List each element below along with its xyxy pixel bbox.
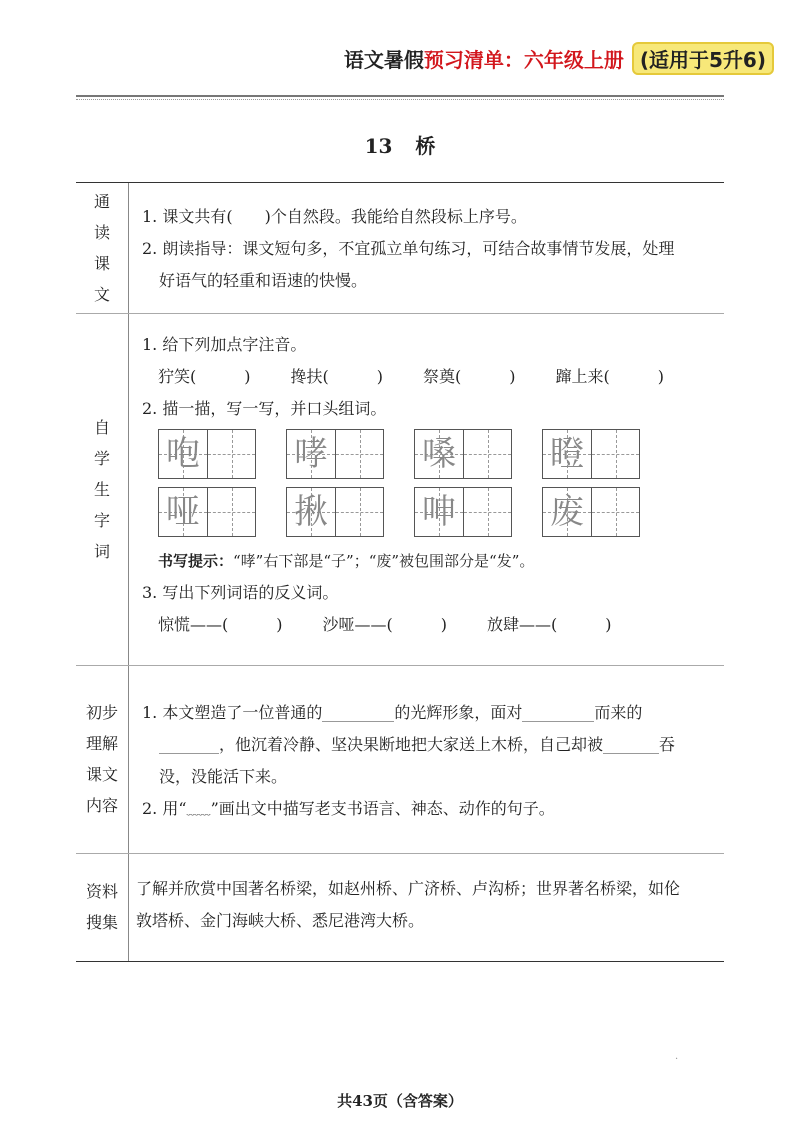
label-char: 课文 [85,765,118,784]
label-char: 文 [93,285,110,304]
label-char: 词 [93,541,110,561]
writing-tip-text: “哮”右下部是“子”；“废”被包围部分是“发”。 [233,552,535,570]
read-item-2-cont: 好语气的轻重和语速的快慢。 [159,271,368,290]
label-char: 理解 [85,734,118,753]
trace-question: 2. 描一描，写一写，并口头组词。 [142,399,387,418]
char-practice-cell[interactable] [286,429,384,479]
read-item-2: 2. 朗读指导：课文短句多，不宜孤立单句练习，可结合故事情节发展，处理 [142,239,675,258]
char-grid-row-1 [142,429,714,479]
trace-char: 呻 [422,492,456,532]
label-char: 读 [93,223,110,242]
row-label-words [76,313,128,665]
pinyin-question: 1. 给下列加点字注音。 [142,335,307,354]
answer-blank[interactable] [322,705,394,722]
antonym-question: 3. 写出下列词语的反义词。 [142,583,339,602]
page-mark: · [675,1054,679,1065]
char-practice-cell[interactable] [414,429,512,479]
char-practice-cell[interactable] [542,429,640,479]
header-title [344,42,774,75]
lesson-name: 桥 [415,134,436,158]
wavy-line-mark: ﹏﹏ [186,803,211,817]
label-char: 课 [93,254,110,273]
trace-char: 哑 [166,492,200,532]
header-title-part2: 预习清单：六年级上册 [423,48,624,72]
label-char: 学 [93,448,110,468]
row-read-text [76,183,724,314]
grade-badge: (适用于5升6) [632,42,774,75]
char-grid-row-2 [142,487,714,537]
understand-text: ”画出文中描写老支书语言、神态、动作的句子。 [210,799,555,818]
understand-item-1-cont [142,729,714,761]
understand-text: ，他沉着冷静、坚决果断地把大家送上木桥，自己却被 [219,735,604,754]
row-content-understand [142,697,714,826]
label-char: 搜集 [85,913,118,932]
row-label-understand [76,665,128,853]
label-char: 通 [93,192,110,211]
char-practice-cell[interactable] [158,429,256,479]
header-divider [76,95,724,97]
understand-text: 2. 用“ [142,799,187,818]
row-self-study [76,313,724,666]
row-content-research [136,873,714,937]
label-char: 自 [93,417,110,437]
writing-tip [142,545,714,577]
label-char: 资料 [85,882,118,901]
antonym-items [142,609,714,641]
char-practice-cell[interactable] [414,487,512,537]
row-research [76,853,724,961]
lesson-number: 13 [364,134,393,158]
trace-char: 哮 [294,434,328,474]
antonym-item[interactable]: 惊慌——( ) [158,615,283,634]
trace-char: 瞪 [550,434,584,474]
char-practice-cell[interactable] [542,487,640,537]
char-practice-cell[interactable] [286,487,384,537]
answer-blank[interactable] [522,705,594,722]
char-practice-cell[interactable] [158,487,256,537]
understand-item-2 [142,793,714,826]
label-char: 初步 [85,703,118,722]
trace-char: 废 [550,492,584,532]
row-label-read [76,183,128,313]
understand-item-1-end: 没，没能活下来。 [159,767,288,786]
label-char: 内容 [85,796,118,815]
answer-blank[interactable] [603,737,659,754]
research-text-2: 敦塔桥、金门海峡大桥、悉尼港湾大桥。 [136,911,425,930]
understand-text: 吞 [659,735,676,754]
trace-char: 咆 [166,434,200,474]
page-footer: 共43页（含答案） [337,1092,463,1110]
answer-blank[interactable] [159,737,219,754]
writing-tip-label: 书写提示： [158,552,234,570]
row-content-words [142,329,714,641]
antonym-item[interactable]: 沙哑——( ) [322,615,447,634]
pinyin-item[interactable]: 搀扶( ) [290,367,383,386]
row-understand [76,665,724,854]
trace-char: 揪 [294,492,328,532]
understand-item-1 [142,697,714,729]
pinyin-item[interactable]: 祭奠( ) [423,367,516,386]
pinyin-item[interactable]: 蹿上来( ) [555,367,664,386]
understand-text: 的光辉形象，面对 [394,703,523,722]
trace-char: 嗓 [422,434,456,474]
lesson-title [0,130,800,159]
label-char: 字 [93,510,110,530]
pinyin-item[interactable]: 狞笑( ) [158,367,251,386]
research-text-1: 了解并欣赏中国著名桥梁，如赵州桥、广济桥、卢沟桥；世界著名桥梁，如伦 [136,879,681,898]
header-divider-dotted [76,99,724,100]
label-char: 生 [93,479,110,499]
antonym-item[interactable]: 放肆——( ) [487,615,612,634]
row-label-research [76,853,128,961]
header-title-part1: 语文暑假 [343,48,424,72]
preview-table [76,182,724,962]
read-item-1: 1. 课文共有( )个自然段。我能给自然段标上序号。 [142,207,527,226]
understand-text: 而来的 [594,703,643,722]
pinyin-items [142,361,714,393]
understand-text: 1. 本文塑造了一位普通的 [142,703,323,722]
row-content-read [142,201,714,297]
